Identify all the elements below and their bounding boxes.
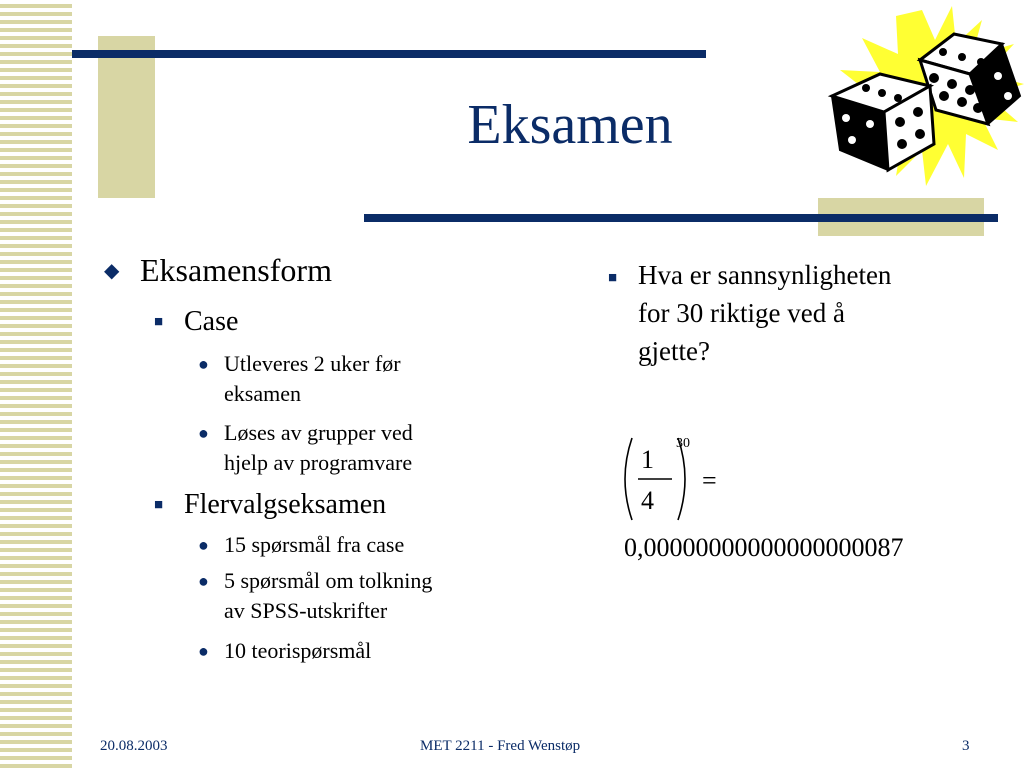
section-label-flervalg: Flervalgseksamen xyxy=(184,489,387,520)
square-bullet-icon: ■ xyxy=(154,314,164,330)
list-item: Utleveres 2 uker før xyxy=(224,351,401,376)
list-item: Løses av grupper ved xyxy=(224,420,413,445)
list-item-continuation: eksamen xyxy=(224,381,301,406)
question-line: gjette? xyxy=(638,336,710,366)
diamond-bullet-icon: ◆ xyxy=(104,260,120,282)
dice-icon xyxy=(822,0,1024,196)
dot-bullet-icon: ● xyxy=(198,535,209,555)
square-bullet-icon: ■ xyxy=(608,270,618,286)
slide-title: Eksamen xyxy=(467,94,673,156)
dot-bullet-icon: ● xyxy=(198,423,209,443)
question-line: Hva er sannsynligheten xyxy=(638,260,892,290)
page-number: 3 xyxy=(962,738,970,754)
formula-denominator: 4 xyxy=(641,486,654,515)
list-item: 15 spørsmål fra case xyxy=(224,532,405,557)
list-item: 5 spørsmål om tolkning xyxy=(224,568,433,593)
list-item: 10 teorispørsmål xyxy=(224,638,372,663)
footer-date: 20.08.2003 xyxy=(100,738,168,754)
probability-result: 0,00000000000000000087 xyxy=(624,533,904,562)
formula-exponent: 30 xyxy=(676,436,690,451)
dot-bullet-icon: ● xyxy=(198,571,209,591)
list-item-continuation: hjelp av programvare xyxy=(224,450,413,475)
square-bullet-icon: ■ xyxy=(154,497,164,513)
dot-bullet-icon: ● xyxy=(198,641,209,661)
decorative-block-top xyxy=(98,36,155,198)
footer-course: MET 2211 - Fred Wenstøp xyxy=(420,738,581,754)
decorative-stripes xyxy=(0,0,72,768)
formula-equals: = xyxy=(702,466,717,495)
section-label-case: Case xyxy=(184,306,239,337)
title-rule xyxy=(364,214,998,222)
list-item-continuation: av SPSS-utskrifter xyxy=(224,598,388,623)
heading-eksamensform: Eksamensform xyxy=(140,252,332,288)
top-rule xyxy=(72,50,706,58)
question-line: for 30 riktige ved å xyxy=(638,298,845,328)
formula-numerator: 1 xyxy=(641,445,654,474)
dot-bullet-icon: ● xyxy=(198,354,209,374)
